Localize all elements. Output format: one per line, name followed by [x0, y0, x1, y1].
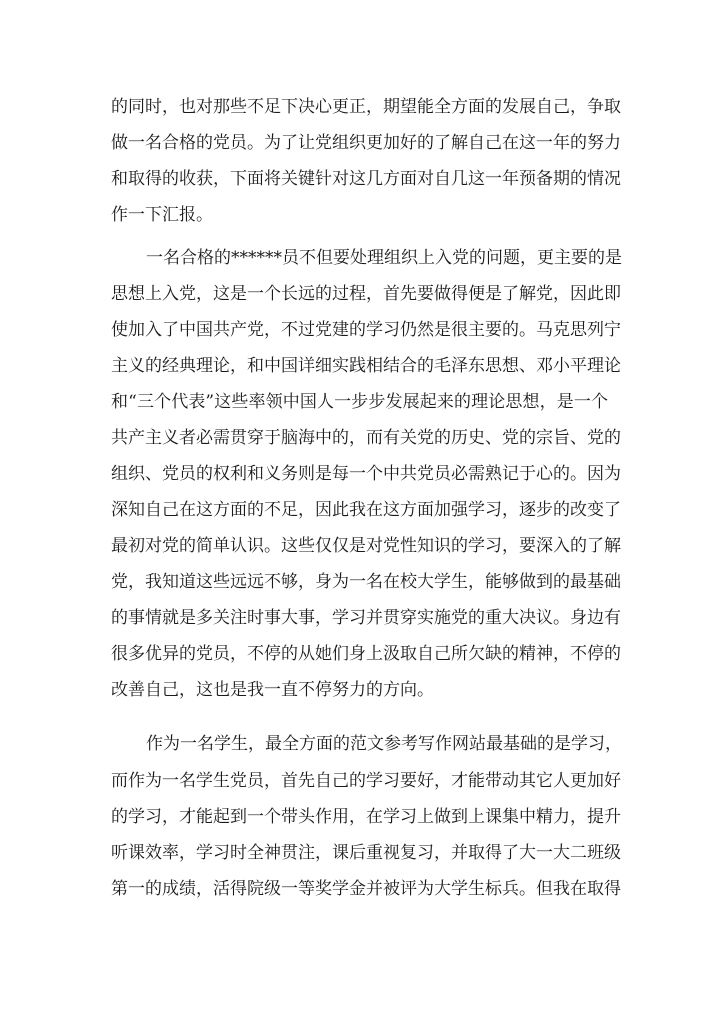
text-line: 第一的成绩，活得院级一等奖学金并被评为大学生标兵。但我在取得 [111, 879, 621, 899]
text-line: 使加入了中国共产党，不过党建的学习仍然是很主要的。马克思列宁 [111, 320, 621, 340]
text-line: 改善自己，这也是我一直不停努力的方向。 [111, 680, 434, 700]
text-line: 的同时，也对那些不足下决心更正，期望能全方面的发展自己，争取 [111, 97, 621, 117]
text-line: 和“三个代表”这些率领中国人一步步发展起来的理论思想，是一个 [111, 392, 608, 412]
text-line: 而作为一名学生党员，首先自己的学习要好，才能带动其它人更加好 [111, 771, 621, 791]
text-line: 主义的经典理论，和中国详细实践相结合的毛泽东思想、邓小平理论 [111, 356, 621, 376]
text-line: 很多优异的党员，不停的从她们身上汲取自己所欠缺的精神，不停的 [111, 644, 621, 664]
text-line: 的学习，才能起到一个带头作用，在学习上做到上课集中精力，提升 [111, 807, 621, 827]
text-line: 思想上入党，这是一个长远的过程，首先要做得便是了解党，因此即 [111, 284, 621, 304]
text-line: 作一下汇报。 [111, 205, 213, 225]
text-line: 和取得的收获，下面将关键针对这几方面对自几这一年预备期的情况 [111, 169, 621, 189]
text-line: 共产主义者必需贯穿于脑海中的，而有关党的历史、党的宗旨、党的 [111, 428, 621, 448]
paragraph-first-line: 作为一名学生，最全方面的范文参考写作网站最基础的是学习， [146, 734, 622, 754]
text-line: 的事情就是多关注时事大事，学习并贯穿实施党的重大决议。身边有 [111, 608, 621, 628]
text-line: 组织、党员的权利和义务则是每一个中共党员必需熟记于心的。因为 [111, 464, 621, 484]
text-line: 听课效率，学习时全神贯注，课后重视复习，并取得了大一大二班级 [111, 843, 621, 863]
paragraph-first-line: 一名合格的******员不但要处理组织上入党的问题，更主要的是 [146, 248, 622, 268]
text-line: 做一名合格的党员。为了让党组织更加好的了解自己在这一年的努力 [111, 133, 621, 153]
text-line: 最初对党的简单认识。这些仅仅是对党性知识的学习，要深入的了解 [111, 536, 621, 556]
text-line: 党，我知道这些远远不够，身为一名在校大学生，能够做到的最基础 [111, 572, 621, 592]
text-line: 深知自己在这方面的不足，因此我在这方面加强学习，逐步的改变了 [111, 500, 621, 520]
